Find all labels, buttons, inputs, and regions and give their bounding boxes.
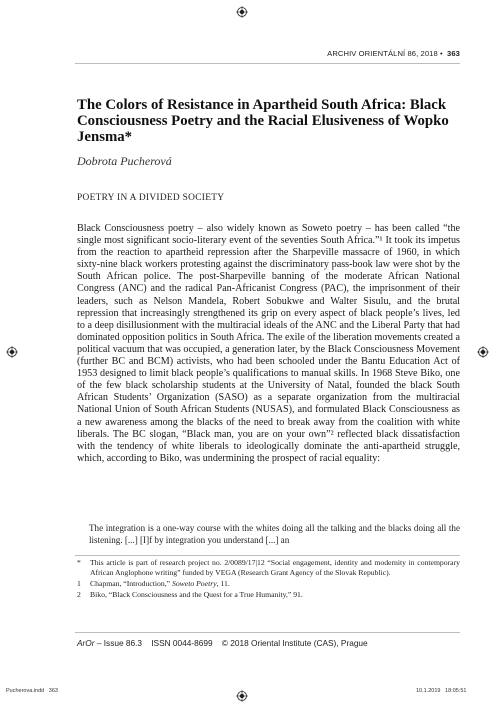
footer-rule — [75, 632, 460, 633]
body-paragraph: Black Consciousness poetry – also widely known as Soweto poetry – has been called “the single most significant socio-literary event of the seventies South Africa.”¹ It took its impetus from the reaction to apartheid repression after the Sharpeville massacre of 1960, in which sixty-nine black workers protesting against the discriminatory pass-book law were shot by the South African police. The post-Sharpeville banning of the moderate African National Congress (ANC) and the radical Pan-Africanist Congress (PAC), the imprisonment of their leaders, such as Nelson Mandela, Robert Sobukwe and Walter Sisulu, and the brutal repression that increasingly strengthened its grip on every aspect of black people’s lives, led to a deep disillusionment with the multiracial ideals of the ANC and the Liberal Party that had dominated opposition politics in South Africa. The exile of the liberation movements created a political vacuum that was occupied, a generation later, by the Black Consciousness Movement (further BC and BCM) activists, who had been schooled under the Bantu Education Act of 1953 designed to limit black people’s qualifications to manual skills. In 1968 Steve Biko, one of the few black scholarship students at the University of Natal, founded the black South African Students’ Organization (SASO) as a separate organization from the multiracial National Union of South African Students (NUSAS), and formulated Black Consciousness as a new awareness among the blacks of the need to break away from the coalition with white liberals. The BC slogan, “Black man, you are on your own”² reflected black dissatisfaction with the tendency of white liberals to ideologically dominate the anti-apartheid struggle, which, according to Biko, was undermining the prospect of racial equality: — [77, 223, 460, 464]
page-number: 363 — [447, 49, 460, 58]
footnote-mark: 2 — [77, 590, 81, 599]
footnote — [77, 579, 460, 589]
block-quote: The integration is a one-way course with the whites doing all the talking and the blacks doing all the listening. [...] [I]f by integration you understand [...] an — [89, 523, 460, 545]
footnote-tail: , 11. — [216, 579, 230, 588]
footnote-text: Biko, “Black Consciousness and the Quest for a True Humanity,” 91. — [90, 590, 303, 599]
running-head-journal: ARCHIV ORIENTÁLNÍ 86, 2018 — [327, 49, 438, 58]
print-slug-date: 10.1.2019 18:05:51 — [416, 688, 467, 694]
registration-mark-icon — [236, 6, 248, 18]
footnote-italic: Soweto Poetry — [171, 579, 217, 588]
registration-mark-icon — [477, 346, 489, 358]
footnotes — [77, 558, 460, 601]
header-rule — [75, 63, 460, 64]
footnote-mark: * — [77, 558, 81, 567]
running-head — [290, 49, 460, 58]
author-name: Dobrota Pucherová — [77, 154, 172, 168]
footnote-mark: 1 — [77, 579, 81, 588]
print-slug-file: Pucherova.indd 363 — [6, 688, 58, 694]
registration-mark-icon — [6, 346, 18, 358]
section-heading: POETRY IN A DIVIDED SOCIETY — [77, 193, 225, 203]
footnote-text: Chapman, “Introduction,” — [90, 579, 172, 588]
journal-abbreviation: ArOr — [77, 638, 95, 648]
journal-footer — [77, 638, 368, 648]
footnote — [77, 558, 460, 578]
journal-footer-info: – Issue 86.3 ISSN 0044-8699 © 2018 Oriental Institute (CAS), Prague — [94, 638, 368, 648]
footnote — [77, 590, 460, 600]
footnote-rule — [75, 555, 460, 556]
running-head-separator: • — [440, 49, 443, 58]
article-title: The Colors of Resistance in Apartheid South Africa: Black Consciousness Poetry and the Racial Elusiveness of Wopko Jensma* — [77, 97, 449, 145]
registration-mark-icon — [236, 690, 248, 702]
footnote-text: This article is part of research project no. 2/0089/17|12 “Social engagement, identity and modernity in contemporary African Anglophone writing” funded by VEGA (Research Grant Agency of the Slovak Republic). — [90, 558, 460, 577]
